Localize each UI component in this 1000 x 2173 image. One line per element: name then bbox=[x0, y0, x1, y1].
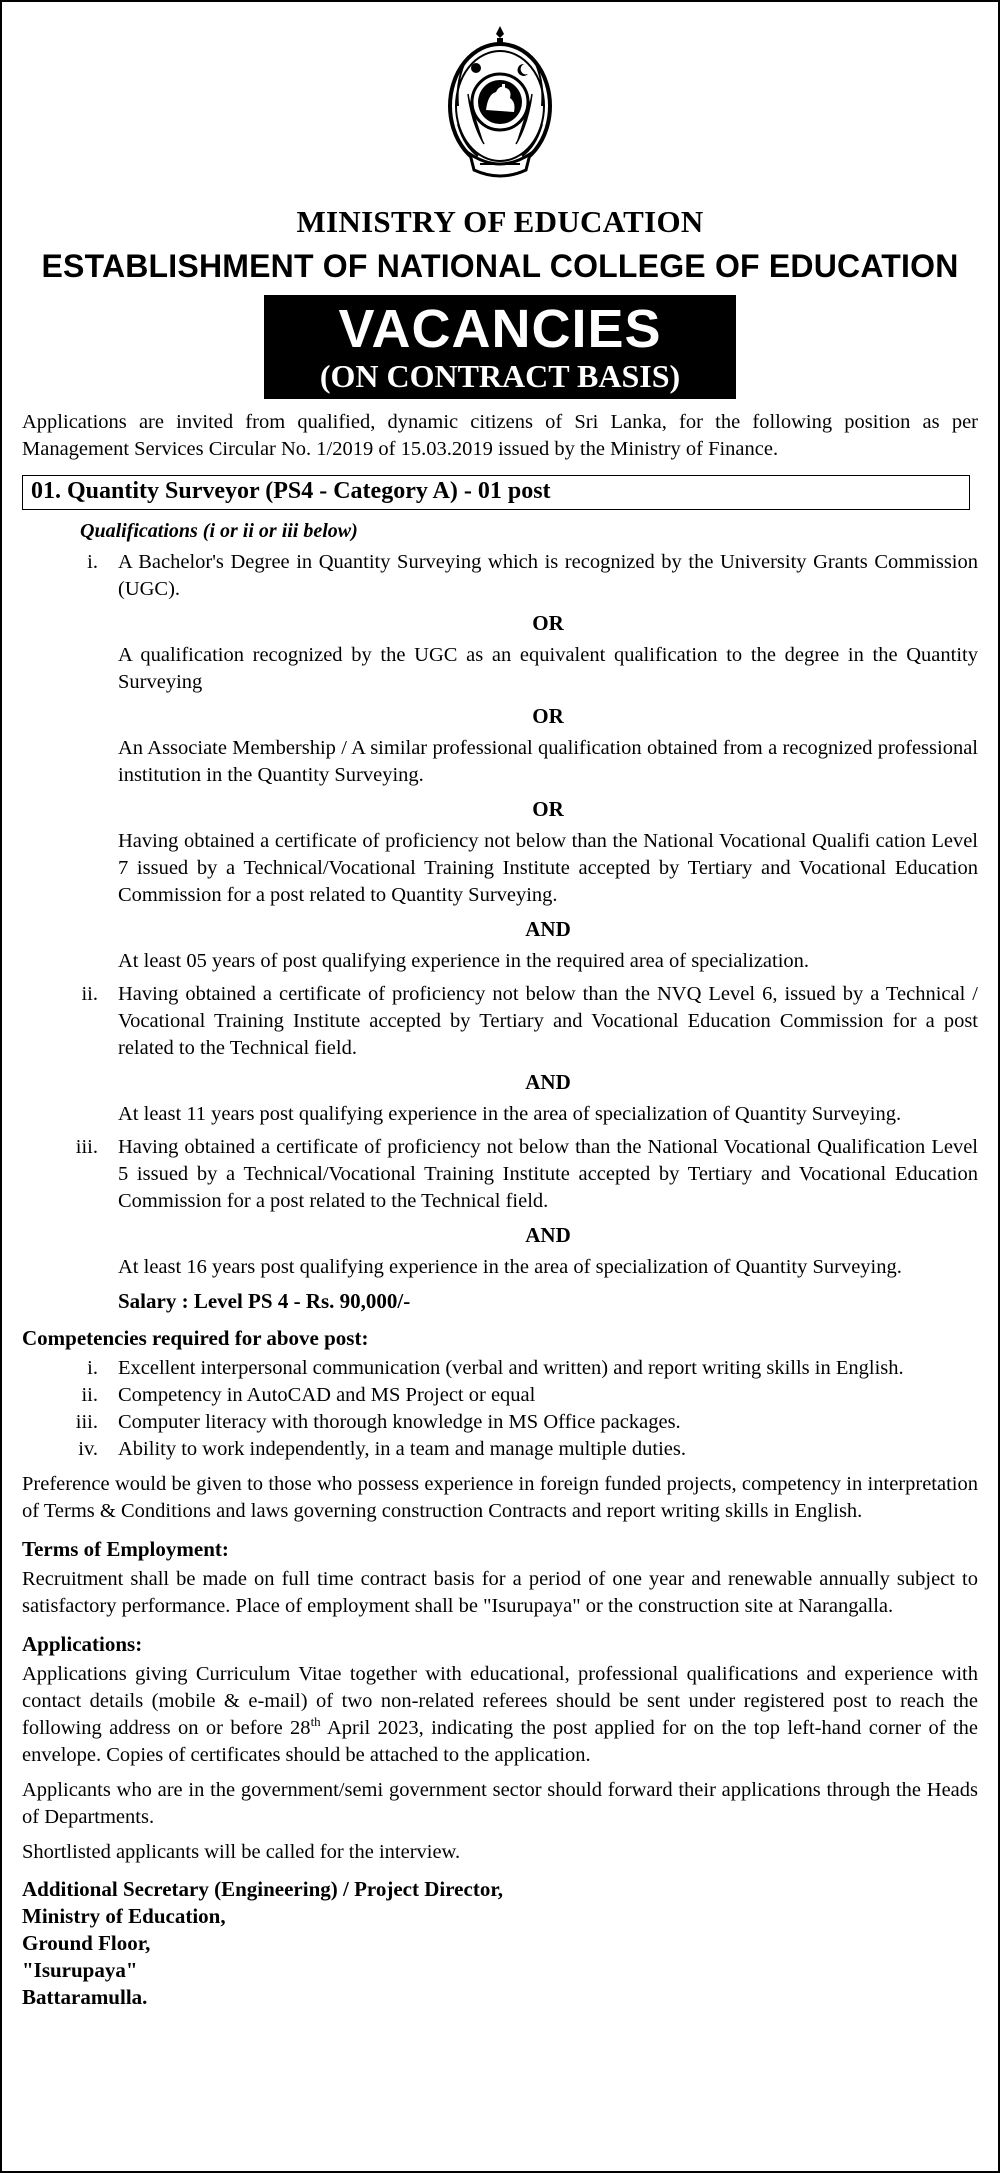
applications-text-end: April 2023, indicating the post applied for on the top left-hand corner of the envelope. Copies of certificates should be attached to the application. bbox=[22, 1717, 978, 1766]
applications-paragraph bbox=[22, 1661, 978, 1769]
item-number: iii. bbox=[75, 1136, 98, 1158]
address-line: Ground Floor, bbox=[22, 1931, 151, 1955]
post-title-box: 01. Quantity Surveyor (PS4 - Category A) - 01 post bbox=[22, 475, 970, 510]
applications-heading: Applications: bbox=[22, 1632, 143, 1656]
competency-text: Excellent interpersonal communication (verbal and written) and report writing skills in English. bbox=[118, 1357, 904, 1379]
item-number: i. bbox=[87, 1357, 98, 1379]
preference-paragraph: Preference would be given to those who possess experience in foreign funded projects, competency in interpretation of Terms & Conditions and laws governing construction Contracts and report writing skills in English. bbox=[22, 1473, 978, 1522]
address-line: "Isurupaya" bbox=[22, 1958, 138, 1982]
item-number: i. bbox=[87, 551, 98, 573]
experience-text: At least 11 years post qualifying experience in the area of specialization of Quantity Surveying. bbox=[118, 1103, 902, 1125]
date-suffix: th bbox=[310, 1714, 321, 1730]
competency-text: Competency in AutoCAD and MS Project or equal bbox=[118, 1384, 536, 1406]
applications-text-start: Applications giving Curriculum Vitae together with educational, professional qualifications and experience with contact details (mobile & e-mail) of two non-related referees should be sent under registered post to reach the following address on or before 28 bbox=[22, 1663, 978, 1739]
qualification-item-iii bbox=[22, 1134, 978, 1215]
sri-lanka-emblem-icon bbox=[444, 24, 556, 184]
and-separator: AND bbox=[525, 1070, 571, 1094]
qualification-text: Having obtained a certificate of proficiency not below than the National Vocational Qualifi cation Level 7 issued by a Technical/Vocational Training Institute accepted by Tertiary and Vocational Education Commission for a post related to Quantity Surveying. bbox=[118, 830, 978, 906]
terms-paragraph: Recruitment shall be made on full time contract basis for a period of one year and renewable annually subject to satisfactory performance. Place of employment shall be "Isurupaya" or the construction site at Narangalla. bbox=[22, 1568, 978, 1617]
experience-text: At least 05 years of post qualifying experience in the required area of specialization. bbox=[118, 950, 810, 972]
emblem-container bbox=[22, 2, 978, 184]
competency-text: Computer literacy with thorough knowledge in MS Office packages. bbox=[118, 1411, 681, 1433]
item-number: ii. bbox=[81, 983, 98, 1005]
government-applicants-paragraph: Applicants who are in the government/semi government sector should forward their applications through the Heads of Departments. bbox=[22, 1779, 978, 1828]
vacancies-title: VACANCIES bbox=[338, 299, 662, 359]
and-separator: AND bbox=[525, 917, 571, 941]
postal-address bbox=[22, 1876, 978, 2011]
advertisement-title: ESTABLISHMENT OF NATIONAL COLLEGE OF EDUCATION bbox=[41, 248, 959, 284]
experience-text: At least 16 years post qualifying experience in the area of specialization of Quantity Surveying. bbox=[118, 1256, 902, 1278]
list-item bbox=[22, 1436, 978, 1463]
shortlist-paragraph: Shortlisted applicants will be called for the interview. bbox=[22, 1841, 461, 1863]
address-line: Ministry of Education, bbox=[22, 1904, 226, 1928]
list-item bbox=[22, 1409, 978, 1436]
ministry-heading: MINISTRY OF EDUCATION bbox=[296, 204, 704, 239]
terms-heading: Terms of Employment: bbox=[22, 1537, 229, 1561]
item-number: iv. bbox=[78, 1438, 98, 1460]
intro-paragraph: Applications are invited from qualified, dynamic citizens of Sri Lanka, for the following position as per Management Services Circular No. 1/2019 of 15.03.2019 issued by the Ministry of Finance. bbox=[22, 411, 978, 460]
or-separator: OR bbox=[532, 611, 564, 635]
qualification-item-ii bbox=[22, 981, 978, 1062]
qualification-item-i bbox=[22, 549, 978, 603]
qualifications-heading: Qualifications (i or ii or iii below) bbox=[80, 520, 358, 542]
competency-text: Ability to work independently, in a team and manage multiple duties. bbox=[118, 1438, 686, 1460]
salary-line: Salary : Level PS 4 - Rs. 90,000/- bbox=[118, 1289, 411, 1313]
list-item bbox=[22, 1355, 978, 1382]
qualification-text: Having obtained a certificate of proficiency not below than the National Vocational Qualification Level 5 issued by a Technical/Vocational Training Institute accepted by Tertiary and Vocational Education Commission for a post related to the Technical field. bbox=[118, 1136, 978, 1212]
qualification-text: Having obtained a certificate of proficiency not below than the NVQ Level 6, issued by a Technical / Vocational Training Institute accepted by Tertiary and Vocational Education Commission for a post related to the Technical field. bbox=[118, 983, 978, 1059]
competencies-list bbox=[22, 1355, 978, 1463]
list-item bbox=[22, 1382, 978, 1409]
or-separator: OR bbox=[532, 797, 564, 821]
address-line: Additional Secretary (Engineering) / Project Director, bbox=[22, 1877, 503, 1901]
qualification-text: A Bachelor's Degree in Quantity Surveying which is recognized by the University Grants Commission (UGC). bbox=[118, 551, 978, 600]
qualification-text: A qualification recognized by the UGC as an equivalent qualification to the degree in the Quantity Surveying bbox=[118, 644, 978, 693]
item-number: ii. bbox=[81, 1384, 98, 1406]
vacancies-banner bbox=[264, 295, 736, 399]
or-separator: OR bbox=[532, 704, 564, 728]
contract-basis-subtitle: (ON CONTRACT BASIS) bbox=[319, 358, 681, 394]
and-separator: AND bbox=[525, 1223, 571, 1247]
address-line: Battaramulla. bbox=[22, 1985, 148, 2009]
qualification-text: An Associate Membership / A similar professional qualification obtained from a recognized professional institution in the Quantity Surveying. bbox=[118, 737, 978, 786]
competencies-heading: Competencies required for above post: bbox=[22, 1326, 369, 1350]
item-number: iii. bbox=[75, 1411, 98, 1433]
